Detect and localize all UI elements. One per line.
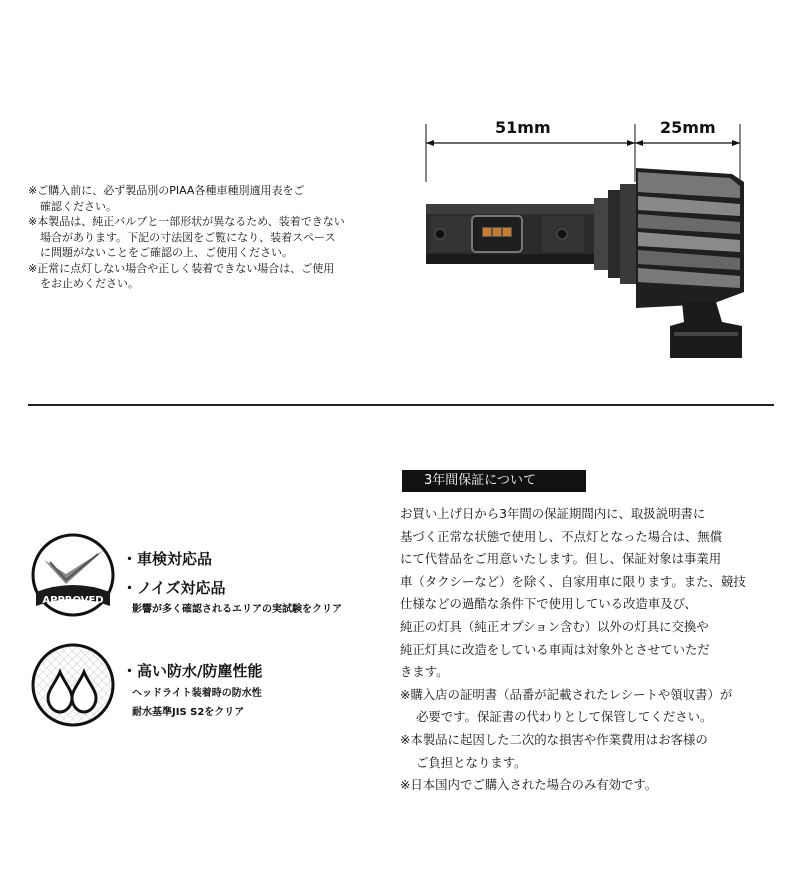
warranty-line: ※日本国内でご購入された場合のみ有効です。 [400,777,658,793]
warranty-line: お買い上げ日から3年間の保証期間内に、取扱説明書に [400,506,706,521]
feature-shaken: ・車検対応品 [122,550,213,568]
warranty-line: ご負担となります。 [416,754,527,770]
warranty-line: ※本製品に起因した二次的な損害や作業費用はお客様の [400,731,708,747]
note-line: をお止めください。 [40,277,139,290]
approved-badge-icon [30,532,116,618]
warranty-heading: 3年間保証について [402,470,586,492]
warranty-line: ※購入店の証明書（品番が記載されたレシートや領収書）が [400,686,733,702]
note-line: ※正常に点灯しない場合や正しく装着できない場合は、ご使用 [28,261,335,275]
note-line: 場合があります。下記の寸法図をご覧になり、装着スペース [40,230,336,244]
waterproof-drops-icon [30,642,116,728]
warranty-line: 純正の灯具（純正オプション含む）以外の灯具に交換や [400,618,709,634]
note-line: に問題がないことをご確認の上、ご使用ください。 [40,246,293,259]
bulb-dimension-diagram [412,112,762,362]
warranty-line: にて代替品をご用意いたします。但し、保証対象は事業用 [400,551,722,567]
warranty-text [400,503,778,797]
note-line: ※本製品は、純正バルブと一部形状が異なるため、装着できない [28,215,345,228]
warranty-line: 基づく正常な状態で使用し、不点灯となった場合は、無償 [400,528,723,544]
note-line: ※ご購入前に、必ず製品別のPIAA各種車種別適用表をご [28,184,305,197]
section-divider [28,404,774,406]
warranty-line: 純正灯具に改造をしている車両は対象外とさせていただ [400,641,710,657]
feature-waterproof: ・高い防水/防塵性能 [122,662,263,680]
feature-waterproof-sub1: ヘッドライト装着時の防水性 [132,688,262,699]
caution-notes [28,183,368,292]
feature-noise-sub: 影響が多く確認されるエリアの実試験をクリア [132,604,342,615]
warranty-line: 必要です。保証書の代わりとして保管してください。 [416,709,713,725]
note-line: 確認ください。 [40,199,117,213]
feature-noise: ・ノイズ対応品 [122,579,226,597]
feature-waterproof-sub2: 耐水基準JIS S2をクリア [132,707,245,718]
dimension-right-label: 25mm [660,118,716,137]
dimension-left-label: 51mm [495,118,551,137]
warranty-line: 車（タクシーなど）を除く、自家用車に限ります。また、競技 [400,573,746,589]
warranty-line: 仕様などの過酷な条件下で使用している改造車及び、 [400,596,697,612]
approved-badge-text: APPROVED [42,595,104,606]
warranty-line: きます。 [400,664,449,680]
